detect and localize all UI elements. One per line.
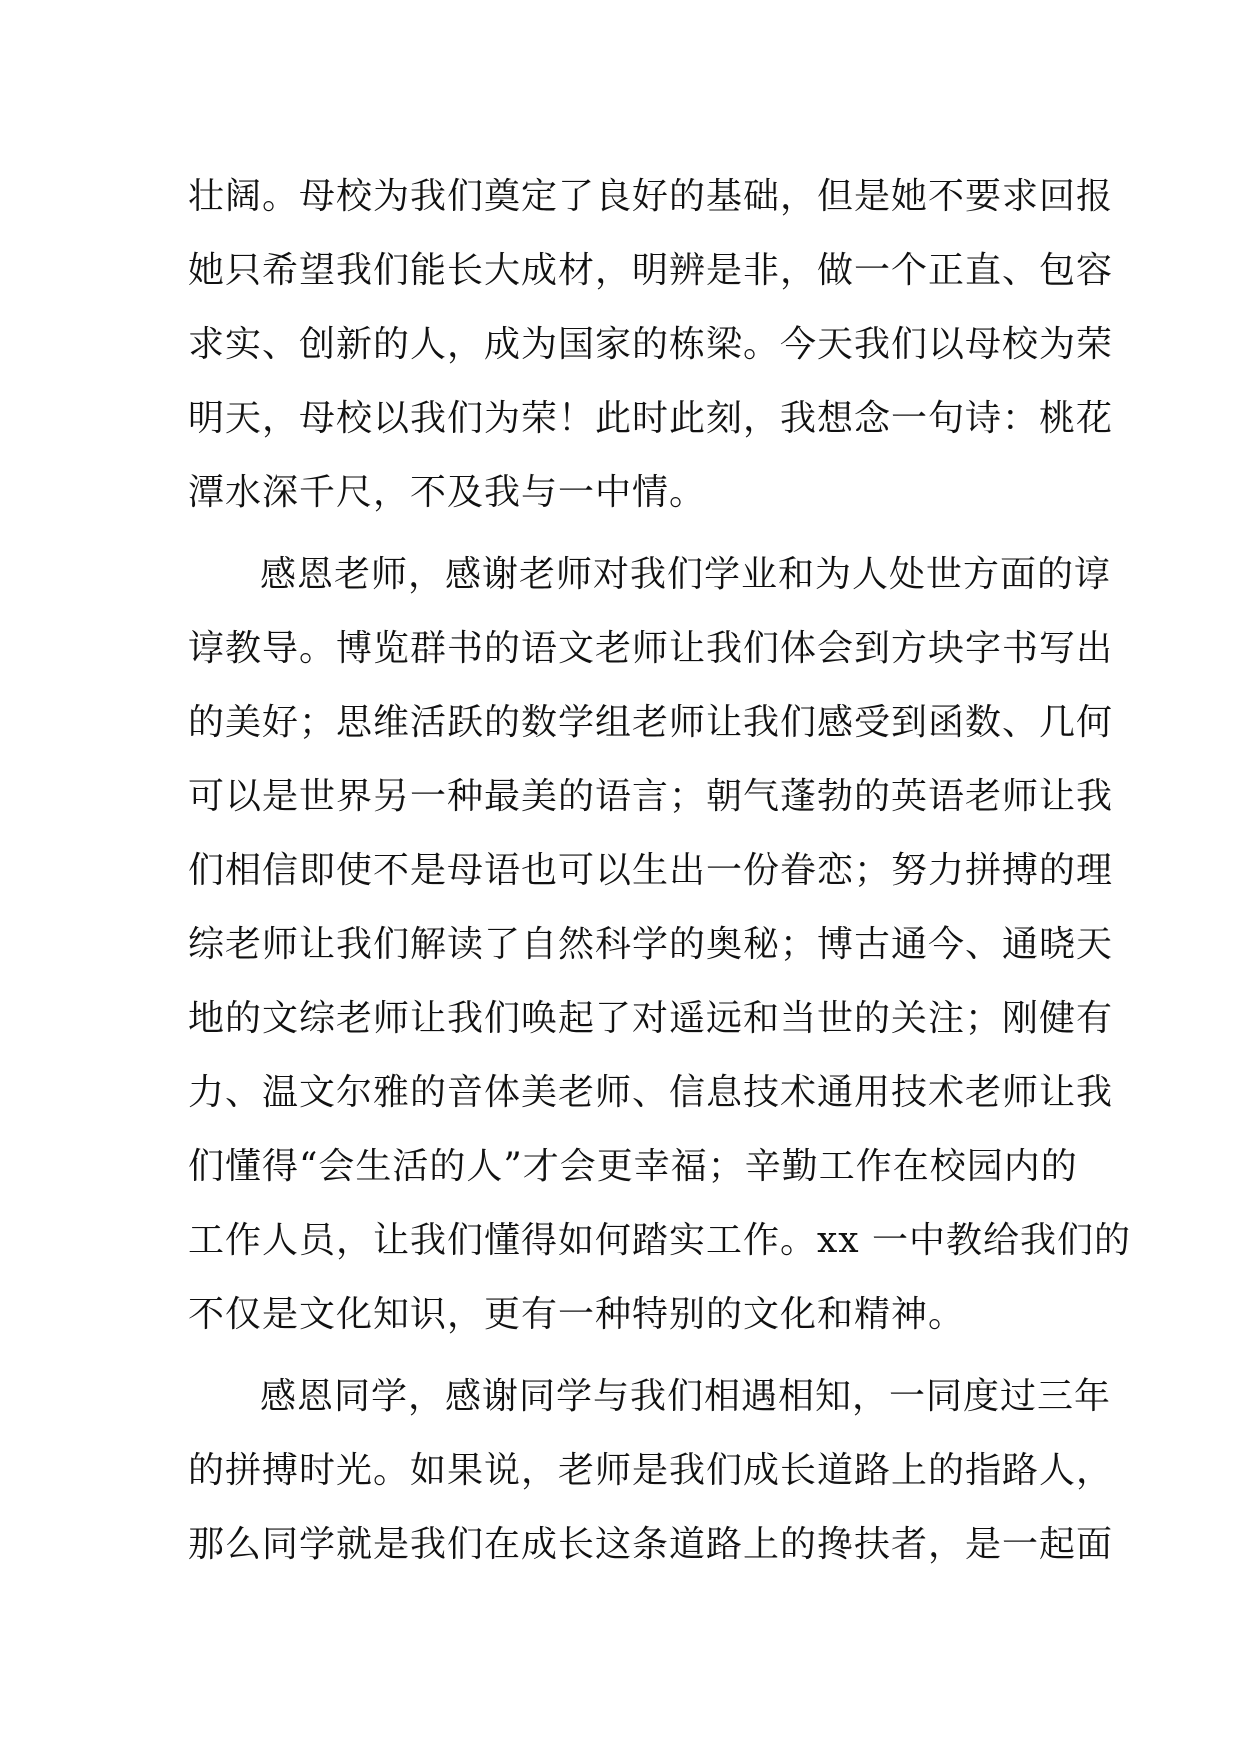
text-line: 的美好；思维活跃的数学组老师让我们感受到函数、几何 (188, 702, 1114, 743)
text-line: 们懂得“会生活的人”才会更幸福；辛勤工作在校园内的 (188, 1146, 1078, 1187)
paragraph-first-line: 感恩同学，感谢同学与我们相遇相知，一同度过三年 (260, 1376, 1112, 1417)
text-line: 地的文综老师让我们唤起了对遥远和当世的关注；刚健有 (188, 998, 1114, 1039)
text-line: 们相信即使不是母语也可以生出一份眷恋；努力拼搏的理 (188, 850, 1114, 891)
text-line: 力、温文尔雅的音体美老师、信息技术通用技术老师让我 (188, 1072, 1114, 1113)
text-line: 的拼搏时光。如果说，老师是我们成长道路上的指路人， (188, 1450, 1114, 1491)
text-line: 潭水深千尺，不及我与一中情。 (188, 472, 707, 513)
text-line: 她只希望我们能长大成材，明辨是非，做一个正直、包容 (188, 250, 1114, 291)
text-line: 可以是世界另一种最美的语言；朝气蓬勃的英语老师让我 (188, 776, 1114, 817)
text-line: 工作人员，让我们懂得如何踏实工作。xx 一中教给我们的 (188, 1220, 1132, 1261)
text-line: 不仅是文化知识，更有一种特别的文化和精神。 (188, 1294, 966, 1335)
paragraph-first-line: 感恩老师，感谢老师对我们学业和为人处世方面的谆 (260, 554, 1112, 595)
text-line: 求实、创新的人，成为国家的栋梁。今天我们以母校为荣 (188, 324, 1114, 365)
text-line: 那么同学就是我们在成长这条道路上的搀扶者，是一起面 (188, 1524, 1114, 1565)
text-line: 壮阔。母校为我们奠定了良好的基础，但是她不要求回报 (188, 176, 1114, 217)
text-line: 明天，母校以我们为荣！此时此刻，我想念一句诗：桃花 (188, 398, 1114, 439)
text-line: 谆教导。博览群书的语文老师让我们体会到方块字书写出 (188, 628, 1114, 669)
text-line: 综老师让我们解读了自然科学的奥秘；博古通今、通晓天 (188, 924, 1114, 965)
